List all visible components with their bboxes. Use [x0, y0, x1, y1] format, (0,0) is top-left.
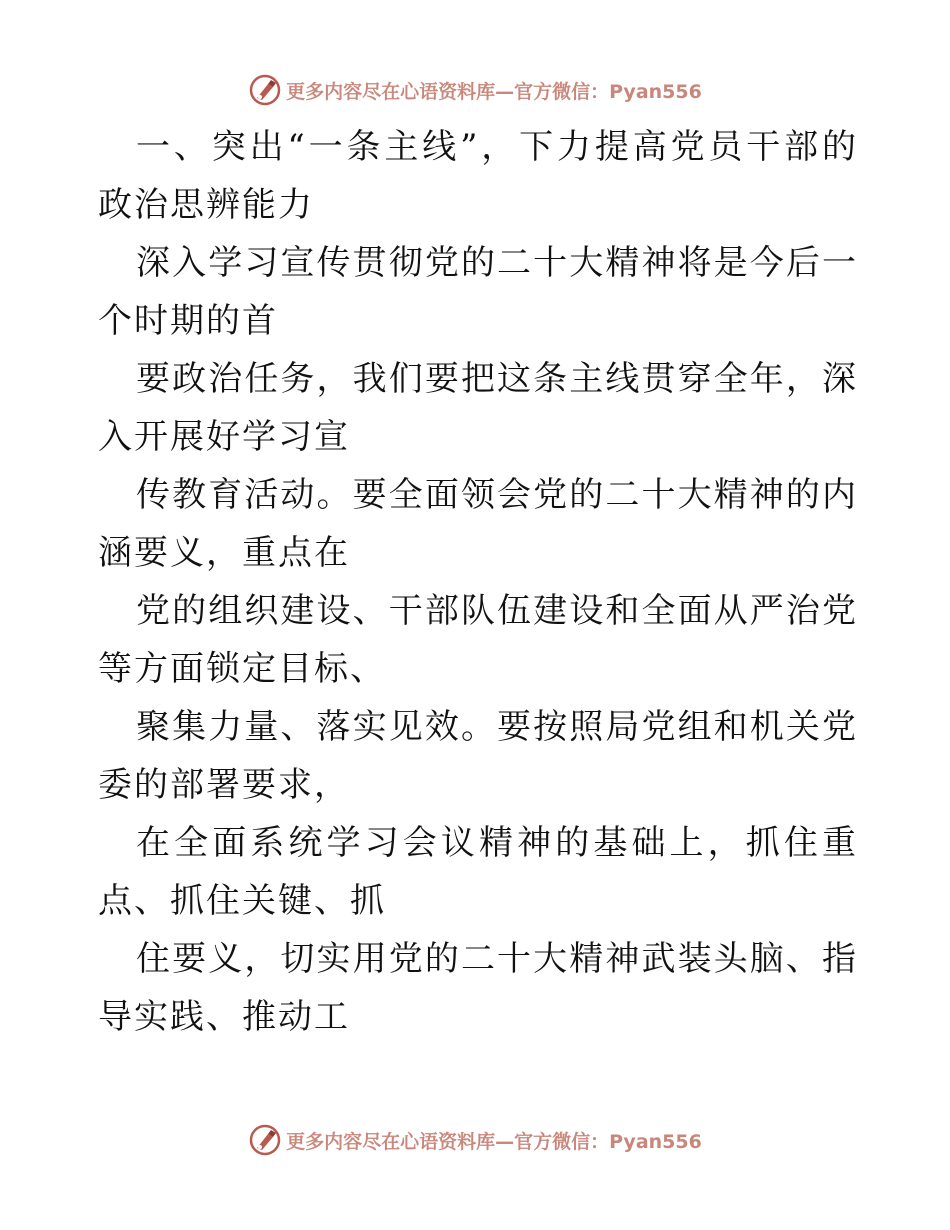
paragraph-7: 在全面系统学习会议精神的基础上，抓住重点、抓住关键、抓 [98, 823, 858, 921]
footer-banner-text: 更多内容尽在心语资料库—官方微信：Pyan556 [286, 1130, 702, 1153]
paragraph-3: 要政治任务，我们要把这条主线贯穿全年，深入开展好学习宣 [98, 359, 858, 457]
pen-nib-logo-icon [248, 1123, 282, 1157]
document-body [98, 118, 858, 1046]
paragraph-1: 一、突出“一条主线”，下力提高党员干部的政治思辨能力 [98, 127, 858, 225]
header-banner-text: 更多内容尽在心语资料库—官方微信：Pyan556 [286, 80, 702, 103]
paragraph-5: 党的组织建设、干部队伍建设和全面从严治党等方面锁定目标、 [98, 591, 858, 689]
paragraph-4: 传教育活动。要全面领会党的二十大精神的内涵要义，重点在 [98, 475, 858, 573]
paragraph-6: 聚集力量、落实见效。要按照局党组和机关党委的部署要求， [98, 707, 858, 805]
pen-nib-logo-icon [248, 73, 282, 107]
paragraph-8: 住要义，切实用党的二十大精神武装头脑、指导实践、推动工 [98, 939, 858, 1037]
paragraph-2: 深入学习宣传贯彻党的二十大精神将是今后一个时期的首 [98, 243, 858, 341]
header-banner [0, 70, 950, 110]
footer-banner [0, 1120, 950, 1160]
